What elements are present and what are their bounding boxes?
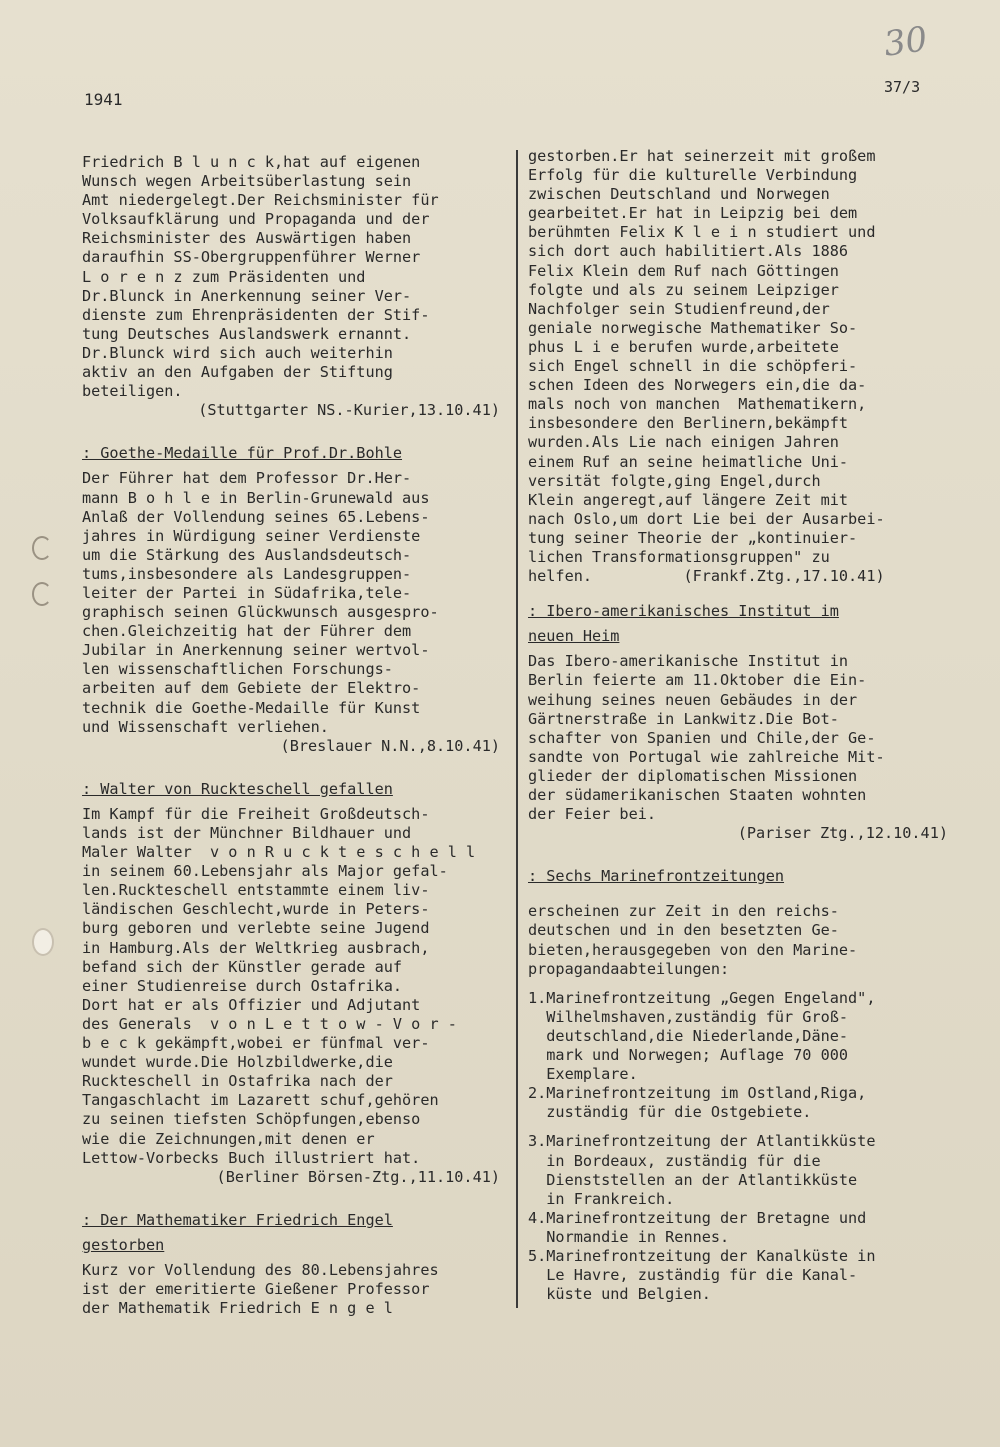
text-line: Amt niedergelegt.Der Reichsminister für (82, 191, 439, 210)
text-line: Kurz vor Vollendung des 80.Lebensjahres (82, 1260, 439, 1279)
text-line: insbesondere den Berlinern,bekämpft (528, 414, 849, 433)
text-line: leiter der Partei in Südafrika,tele- (82, 583, 412, 602)
text-line: des Generals v o n L e t t o w - V o r - (82, 1014, 457, 1033)
text-line: und Wissenschaft verliehen. (82, 717, 329, 736)
text-line: in Hamburg.Als der Weltkrieg ausbrach, (82, 938, 430, 957)
article-heading: : Walter von Ruckteschell gefallen (82, 779, 393, 798)
text-line: zwischen Deutschland und Norwegen (528, 185, 830, 204)
text-line: der Feier bei. (528, 805, 657, 824)
column-divider (516, 150, 518, 1308)
text-line: Anlaß der Vollendung seines 65.Lebens- (82, 507, 430, 526)
spacer (82, 1187, 500, 1205)
article-heading: : Sechs Marinefrontzeitungen (528, 867, 785, 886)
punch-hole (32, 928, 54, 956)
text-line: wundet wurde.Die Holzbildwerke,die (82, 1053, 393, 1072)
text-line: burg geboren und verlebte seine Jugend (82, 919, 430, 938)
text-line: mann B o h l e in Berlin-Grunewald aus (82, 488, 430, 507)
article-heading: : Goethe-Medaille für Prof.Dr.Bohle (82, 444, 403, 463)
text-line: wie die Zeichnungen,mit denen er (82, 1129, 375, 1148)
text-line: einer Studienreise durch Ostafrika. (82, 976, 403, 995)
text-line: sandte von Portugal wie zahlreiche Mit- (528, 747, 885, 766)
text-line: len wissenschaftlichen Forschungs- (82, 660, 393, 679)
text-line: zuständig für die Ostgebiete. (528, 1103, 812, 1122)
article-source: (Breslauer N.N.,8.10.41) (280, 736, 500, 755)
text-line: Das Ibero-amerikanische Institut in (528, 652, 849, 671)
text-line: Dr.Blunck wird sich auch weiterhin (82, 343, 393, 362)
text-line: Gärtnerstraße in Lankwitz.Die Bot- (528, 709, 839, 728)
text-line: Felix Klein dem Ruf nach Göttingen (528, 261, 839, 280)
text-line: helfen. (Frankf.Ztg.,17.10.41) (528, 567, 885, 586)
text-line: folgte und als zu seinem Leipziger (528, 280, 839, 299)
right-column (528, 147, 948, 1304)
text-line: Lettow-Vorbecks Buch illustriert hat. (82, 1148, 421, 1167)
text-line: lands ist der Münchner Bildhauer und (82, 824, 412, 842)
text-line: Dort hat er als Offizier und Adjutant (82, 995, 421, 1014)
text-line: tums,insbesondere als Landesgruppen- (82, 564, 412, 583)
text-line: mark und Norwegen; Auflage 70 000 (528, 1046, 849, 1065)
text-line: 5.Marinefrontzeitung der Kanalküste in (528, 1246, 876, 1265)
text-line: glieder der diplomatischen Missionen (528, 766, 858, 785)
text-line: deutschen und in den besetzten Ge- (528, 921, 839, 940)
punch-hole-mark (32, 536, 52, 560)
text-line: schen Ideen des Norwegers ein,die da- (528, 376, 867, 395)
text-line: ländischen Geschlecht,wurde in Peters- (82, 900, 430, 919)
text-line: Maler Walter v o n R u c k t e s c h e l l (82, 843, 476, 862)
text-line: graphisch seinen Glückwunsch ausgespro- (82, 603, 439, 622)
spacer (528, 1122, 948, 1132)
text-line: Jubilar in Anerkennung seiner wertvol- (82, 641, 430, 660)
header-folio-number: 30 (881, 19, 930, 65)
text-line: der südamerikanischen Staaten wohnten (528, 786, 867, 804)
text-line: Berlin feierte am 11.Oktober die Ein- (528, 671, 867, 690)
text-line: in Frankreich. (528, 1189, 675, 1208)
left-column (82, 153, 500, 1318)
text-line: daraufhin SS-Obergruppenführer Werner (82, 248, 421, 267)
text-line: der Mathematik Friedrich E n g e l (82, 1299, 393, 1318)
text-line: beteiligen. (82, 382, 183, 401)
text-line: küste und Belgien. (528, 1285, 711, 1304)
text-line: mals noch von manchen Mathematikern, (528, 395, 867, 414)
text-line: ist der emeritierte Gießener Professor (82, 1280, 430, 1299)
text-line: erscheinen zur Zeit in den reichs- (528, 902, 839, 921)
text-line: 3.Marinefrontzeitung der Atlantikküste (528, 1132, 876, 1151)
text-line: Reichsminister des Auswärtigen haben (82, 229, 412, 248)
text-line: in Bordeaux, zuständig für die (528, 1151, 821, 1170)
text-line: chen.Gleichzeitig hat der Führer dem (82, 622, 412, 641)
article-source: (Stuttgarter NS.-Kurier,13.10.41) (198, 401, 500, 420)
text-line: Le Havre, zuständig für die Kanal- (528, 1266, 858, 1285)
text-line: tung Deutsches Auslandswerk ernannt. (82, 324, 412, 343)
spacer (528, 892, 948, 902)
text-line: wurden.Als Lie nach einigen Jahren (528, 433, 839, 452)
text-line: 4.Marinefrontzeitung der Bretagne und (528, 1208, 867, 1227)
text-line: arbeiten auf dem Gebiete der Elektro- (82, 679, 421, 698)
text-line: Tangaschlacht im Lazarett schuf,gehören (82, 1091, 439, 1110)
text-line: Volksaufklärung und Propaganda und der (82, 210, 430, 229)
spacer (528, 843, 948, 861)
text-line: nach Oslo,um dort Lie bei der Ausarbei- (528, 509, 885, 528)
article-heading: gestorben (82, 1235, 165, 1254)
text-line: sich Engel schnell in die schöpferi- (528, 357, 858, 376)
text-line: gestorben.Er hat seinerzeit mit großem (528, 147, 876, 165)
text-line: um die Stärkung des Auslandsdeutsch- (82, 545, 412, 564)
text-line: bieten,herausgegeben von den Marine- (528, 940, 858, 959)
text-line: Erfolg für die kulturelle Verbindung (528, 166, 858, 185)
text-line: gearbeitet.Er hat in Leipzig bei dem (528, 204, 858, 223)
text-line: Wunsch wegen Arbeitsüberlastung sein (82, 172, 412, 191)
spacer (82, 756, 500, 774)
text-line: technik die Goethe-Medaille für Kunst (82, 698, 421, 717)
article-source: (Pariser Ztg.,12.10.41) (737, 824, 948, 843)
text-line: propagandaabteilungen: (528, 959, 730, 978)
text-line: L o r e n z zum Präsidenten und (82, 267, 366, 286)
text-line: Klein angeregt,auf längere Zeit mit (528, 490, 849, 509)
text-line: aktiv an den Aufgaben der Stiftung (82, 363, 393, 382)
text-line: Dienststellen an der Atlantikküste (528, 1170, 858, 1189)
text-line: len.Ruckteschell entstammte einem liv- (82, 881, 430, 900)
text-line: Dr.Blunck in Anerkennung seiner Ver- (82, 286, 412, 305)
article-heading: : Der Mathematiker Friedrich Engel (82, 1210, 393, 1229)
spacer (528, 586, 948, 596)
text-line: befand sich der Künstler gerade auf (82, 957, 403, 976)
article-heading: : Ibero-amerikanisches Institut im (528, 602, 839, 621)
text-line: versität folgte,ging Engel,durch (528, 471, 821, 490)
text-line: Friedrich B l u n c k,hat auf eigenen (82, 153, 421, 171)
spacer (528, 979, 948, 989)
article-source: (Berliner Börsen-Ztg.,11.10.41) (216, 1167, 500, 1186)
text-line: Nachfolger sein Studienfreund,der (528, 299, 830, 318)
text-line: Der Führer hat dem Professor Dr.Her- (82, 469, 412, 488)
text-line: sich dort auch habilitiert.Als 1886 (528, 242, 849, 261)
text-line: in seinem 60.Lebensjahr als Major gefal- (82, 862, 448, 881)
text-line: Im Kampf für die Freiheit Großdeutsch- (82, 804, 430, 823)
text-line: b e c k gekämpft,wobei er fünfmal ver- (82, 1034, 430, 1053)
text-line: phus L i e berufen wurde,arbeitete (528, 337, 839, 356)
text-line: zu seinen tiefsten Schöpfungen,ebenso (82, 1110, 421, 1129)
header-page-ref: 37/3 (884, 78, 921, 96)
text-line: dienste zum Ehrenpräsidenten der Stif- (82, 305, 430, 324)
text-line: Wilhelmshaven,zuständig für Groß- (528, 1007, 849, 1026)
text-line: berühmten Felix K l e i n studiert und (528, 223, 876, 242)
text-line: geniale norwegische Mathematiker So- (528, 318, 858, 337)
text-line: Ruckteschell in Ostafrika nach der (82, 1072, 393, 1091)
text-line: jahres in Würdigung seiner Verdienste (82, 526, 421, 545)
text-line: schafter von Spanien und Chile,der Ge- (528, 728, 876, 747)
spacer (82, 420, 500, 438)
header-year: 1941 (84, 90, 123, 109)
text-line: Normandie in Rennes. (528, 1227, 730, 1246)
text-line: weihung seines neuen Gebäudes in der (528, 690, 858, 709)
text-line: 1.Marinefrontzeitung „Gegen Engeland", (528, 988, 876, 1007)
text-line: einem Ruf an seine heimatliche Uni- (528, 452, 849, 471)
text-line: deutschland,die Niederlande,Däne- (528, 1026, 849, 1045)
punch-hole-mark (32, 582, 52, 606)
text-line: Exemplare. (528, 1065, 638, 1084)
text-line: 2.Marinefrontzeitung im Ostland,Riga, (528, 1084, 867, 1103)
text-line: tung seiner Theorie der „kontinuier- (528, 528, 858, 547)
text-line: lichen Transformationsgruppen" zu (528, 547, 830, 566)
article-heading: neuen Heim (528, 627, 620, 646)
